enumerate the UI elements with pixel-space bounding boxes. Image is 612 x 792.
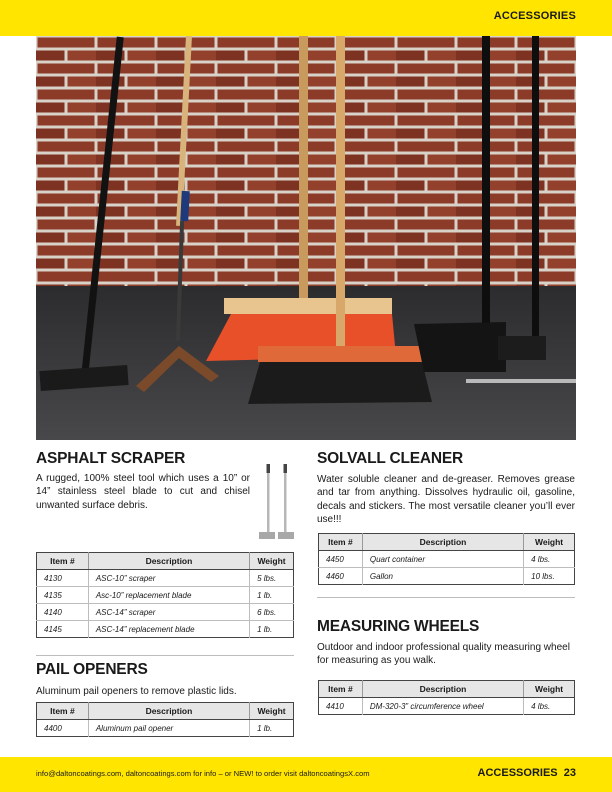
column-header: Description bbox=[362, 534, 523, 551]
column-header: Description bbox=[362, 681, 523, 698]
item-description: Asc-10” replacement blade bbox=[88, 587, 249, 604]
section-divider bbox=[317, 597, 575, 598]
item-number: 4145 bbox=[37, 621, 89, 638]
table-row bbox=[37, 720, 294, 737]
solvall-table bbox=[318, 533, 575, 585]
table-row bbox=[319, 698, 575, 715]
item-number: 4460 bbox=[319, 568, 363, 585]
wheels-table bbox=[318, 680, 575, 715]
column-header: Item # bbox=[319, 681, 363, 698]
item-number: 4140 bbox=[37, 604, 89, 621]
pail-description: Aluminum pail openers to remove plastic lids. bbox=[36, 686, 237, 697]
wheels-description: Outdoor and indoor professional quality measuring wheel for measuring as you walk. bbox=[317, 642, 570, 667]
column-header: Description bbox=[88, 553, 249, 570]
table-header-row bbox=[319, 534, 575, 551]
footer-contact: info@daltoncoatings.com, daltoncoatings.com for info – or NEW! to order visit daltoncoatingsX.com bbox=[36, 769, 370, 778]
item-description: ASC-14” scraper bbox=[88, 604, 249, 621]
table-row bbox=[37, 587, 294, 604]
item-weight: 10 lbs. bbox=[524, 568, 575, 585]
item-description: DM-320-3” circumference wheel bbox=[362, 698, 523, 715]
item-number: 4450 bbox=[319, 551, 363, 568]
footer-band bbox=[0, 757, 612, 792]
table-row bbox=[319, 551, 575, 568]
header-band bbox=[0, 0, 612, 36]
item-weight: 1 lb. bbox=[250, 587, 294, 604]
item-weight: 4 lbs. bbox=[524, 698, 575, 715]
footer-section-title: ACCESSORIES bbox=[477, 767, 558, 779]
item-weight: 1 lb. bbox=[250, 621, 294, 638]
item-weight: 1 lb. bbox=[250, 720, 294, 737]
item-description: ASC-14” replacement blade bbox=[88, 621, 249, 638]
table-header-row bbox=[37, 553, 294, 570]
column-header: Weight bbox=[524, 681, 575, 698]
pail-table bbox=[36, 702, 294, 737]
footer-section bbox=[478, 767, 576, 779]
asphalt-table bbox=[36, 552, 294, 638]
pail-title: PAIL OPENERS bbox=[36, 661, 148, 678]
item-description: ASC-10” scraper bbox=[88, 570, 249, 587]
header-section-title: ACCESSORIES bbox=[493, 10, 576, 22]
column-header: Description bbox=[88, 703, 249, 720]
column-header: Weight bbox=[524, 534, 575, 551]
table-row bbox=[37, 604, 294, 621]
item-number: 4400 bbox=[37, 720, 89, 737]
table-row bbox=[37, 570, 294, 587]
table-row bbox=[37, 621, 294, 638]
scraper-thumbnail-icon bbox=[256, 462, 298, 544]
item-description: Quart container bbox=[362, 551, 523, 568]
wheels-title: MEASURING WHEELS bbox=[317, 618, 480, 635]
column-header: Item # bbox=[37, 553, 89, 570]
item-description: Aluminum pail opener bbox=[88, 720, 249, 737]
item-number: 4410 bbox=[319, 698, 363, 715]
item-description: Gallon bbox=[362, 568, 523, 585]
column-header: Item # bbox=[319, 534, 363, 551]
asphalt-description: A rugged, 100% steel tool which uses a 10” or 14” stainless steel blade to cut and chisel unwanted surface debris. bbox=[36, 473, 250, 511]
item-weight: 4 lbs. bbox=[524, 551, 575, 568]
item-weight: 6 lbs. bbox=[250, 604, 294, 621]
table-header-row bbox=[37, 703, 294, 720]
column-header: Item # bbox=[37, 703, 89, 720]
item-number: 4135 bbox=[37, 587, 89, 604]
asphalt-title: ASPHALT SCRAPER bbox=[36, 450, 186, 467]
solvall-title: SOLVALL CLEANER bbox=[317, 450, 463, 467]
column-header: Weight bbox=[250, 703, 294, 720]
item-number: 4130 bbox=[37, 570, 89, 587]
column-header: Weight bbox=[250, 553, 294, 570]
table-row bbox=[319, 568, 575, 585]
section-divider bbox=[36, 655, 294, 656]
tools-photo bbox=[36, 36, 576, 440]
page-number: 23 bbox=[563, 767, 576, 779]
table-header-row bbox=[319, 681, 575, 698]
solvall-description: Water soluble cleaner and de-greaser. Removes grease and tar from anything. Dissolves hydraulic oil, gasoline, decals and stickers. The most versatile cleaner you’ll ever use!!! bbox=[317, 474, 575, 526]
item-weight: 5 lbs. bbox=[250, 570, 294, 587]
